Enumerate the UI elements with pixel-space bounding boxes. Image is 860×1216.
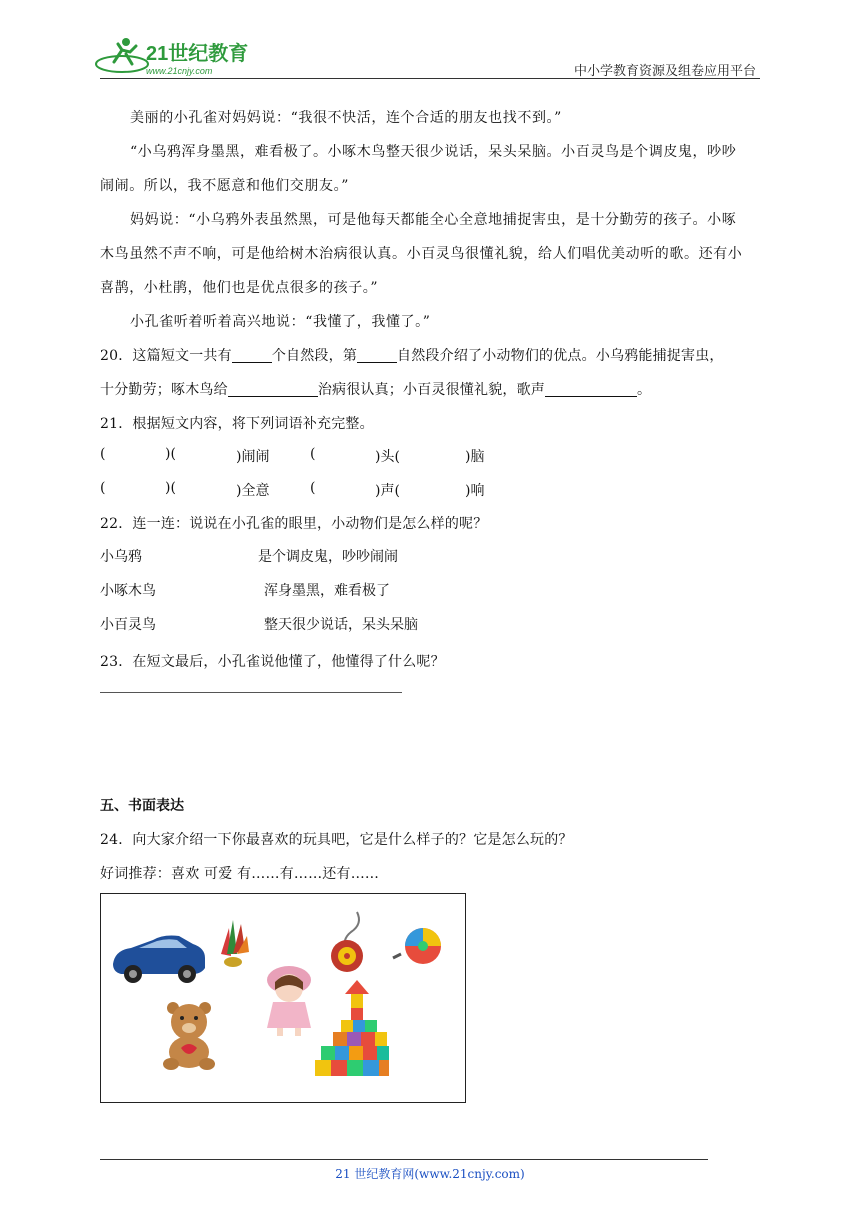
question-23-title: 23．在短文最后，小孔雀说他懂了，他懂得了什么呢？ <box>100 654 445 670</box>
footer-rule <box>100 1159 708 1160</box>
yoyo-image <box>331 912 363 972</box>
logo-sub: www.21cnjy.com <box>146 66 213 76</box>
q21-row2-c2[interactable]: )( <box>165 480 176 496</box>
footer-text[interactable]: 21 世纪教育网(www.21cnjy.com) <box>335 1167 525 1181</box>
shuttlecock-image <box>221 920 249 967</box>
q21-row2-c4: ( <box>310 480 316 496</box>
story-p3-line1: 妈妈说：“小乌鸦外表虽然黑，可是他每天都能全心全意地捕捉害虫，是十分勤劳的孩子。小啄 <box>130 212 737 228</box>
story-p2-line2: 闹闹。所以，我不愿意和他们交朋友。” <box>100 178 349 194</box>
q21-row2-c6[interactable]: )响 <box>465 483 485 499</box>
q21-row2-c3[interactable]: )全意 <box>236 483 270 499</box>
logo-graphic <box>92 34 262 80</box>
question-20-line2 <box>100 373 760 407</box>
toy-car-image <box>113 936 205 984</box>
story-p3-line3: 喜鹊，小杜鹃，他们也是优点很多的孩子。” <box>100 280 379 296</box>
q21-row1-c3[interactable]: )闹闹 <box>236 449 270 465</box>
story-p4: 小孔雀听着听着高兴地说：“我懂了，我懂了。” <box>130 314 431 330</box>
q22-right-item[interactable]: 整天很少说话，呆头呆脑 <box>264 617 418 633</box>
q20-blank-1[interactable] <box>232 346 272 363</box>
question-20-line1 <box>100 339 760 373</box>
q21-row1-c5[interactable]: )头( <box>375 449 400 465</box>
q20-text-1: 20．这篇短文一共有 <box>100 348 232 364</box>
story-p2-line1: “小乌鸦浑身墨黑，难看极了。小啄木鸟整天很少说话，呆头呆脑。小百灵鸟是个调皮鬼，吵吵 <box>130 144 737 160</box>
building-blocks-image <box>315 980 389 1076</box>
q22-left-item[interactable]: 小啄木鸟 <box>100 583 156 599</box>
q21-row1-c2[interactable]: )( <box>165 446 176 462</box>
q20-blank-3[interactable] <box>228 380 318 397</box>
story-p3-line2: 木鸟虽然不声不响，可是他给树木治病很认真。小百灵鸟很懂礼貌，给人们唱优美动听的歌。还有小 <box>100 246 743 262</box>
q23-answer-line[interactable] <box>100 692 402 693</box>
spinning-top-image <box>393 928 441 964</box>
q22-left-item[interactable]: 小百灵鸟 <box>100 617 156 633</box>
q20-text-5: 治病很认真；小百灵很懂礼貌，歌声 <box>317 382 546 398</box>
teddy-bear-image <box>163 1002 215 1070</box>
q21-row1-c1: ( <box>100 446 106 462</box>
q20-text-4: 十分勤劳；啄木鸟给 <box>100 382 228 398</box>
platform-name: 中小学教育资源及组卷应用平台 <box>573 64 756 79</box>
q20-blank-2[interactable] <box>357 346 397 363</box>
story-p1: 美丽的小孔雀对妈妈说：“我很不快活，连个合适的朋友也找不到。” <box>130 110 562 126</box>
q20-text-2: 个自然段，第 <box>271 348 358 364</box>
logo-text: 21世纪教育 <box>146 43 249 65</box>
q22-right-item[interactable]: 浑身墨黑，难看极了 <box>264 583 390 599</box>
q22-left-item[interactable]: 小乌鸦 <box>100 549 142 565</box>
q20-blank-4[interactable] <box>545 380 637 397</box>
question-24-title: 24．向大家介绍一下你最喜欢的玩具吧，它是什么样子的？它是怎么玩的？ <box>100 832 573 848</box>
q21-row1-c4: ( <box>310 446 316 462</box>
question-22-title: 22．连一连：说说在小孔雀的眼里，小动物们是怎么样的呢？ <box>100 516 488 532</box>
q21-row1-c6[interactable]: )脑 <box>465 449 485 465</box>
q21-row2-c5[interactable]: )声( <box>375 483 400 499</box>
doll-image <box>267 966 311 1036</box>
q22-right-item[interactable]: 是个调皮鬼，吵吵闹闹 <box>258 549 398 565</box>
toys-picture <box>100 893 466 1103</box>
q21-row2-c1: ( <box>100 480 106 496</box>
q20-text-6: 。 <box>637 382 652 398</box>
q20-text-3: 自然段介绍了小动物们的优点。小乌鸦能捕捉害虫， <box>397 348 724 364</box>
question-21-title: 21．根据短文内容，将下列词语补充完整。 <box>100 416 374 432</box>
q24-word-hints: 好词推荐：喜欢 可爱 有……有……还有…… <box>100 866 380 882</box>
header-rule <box>100 78 760 79</box>
site-logo <box>92 34 262 80</box>
section-title: 五、书面表达 <box>100 798 184 814</box>
